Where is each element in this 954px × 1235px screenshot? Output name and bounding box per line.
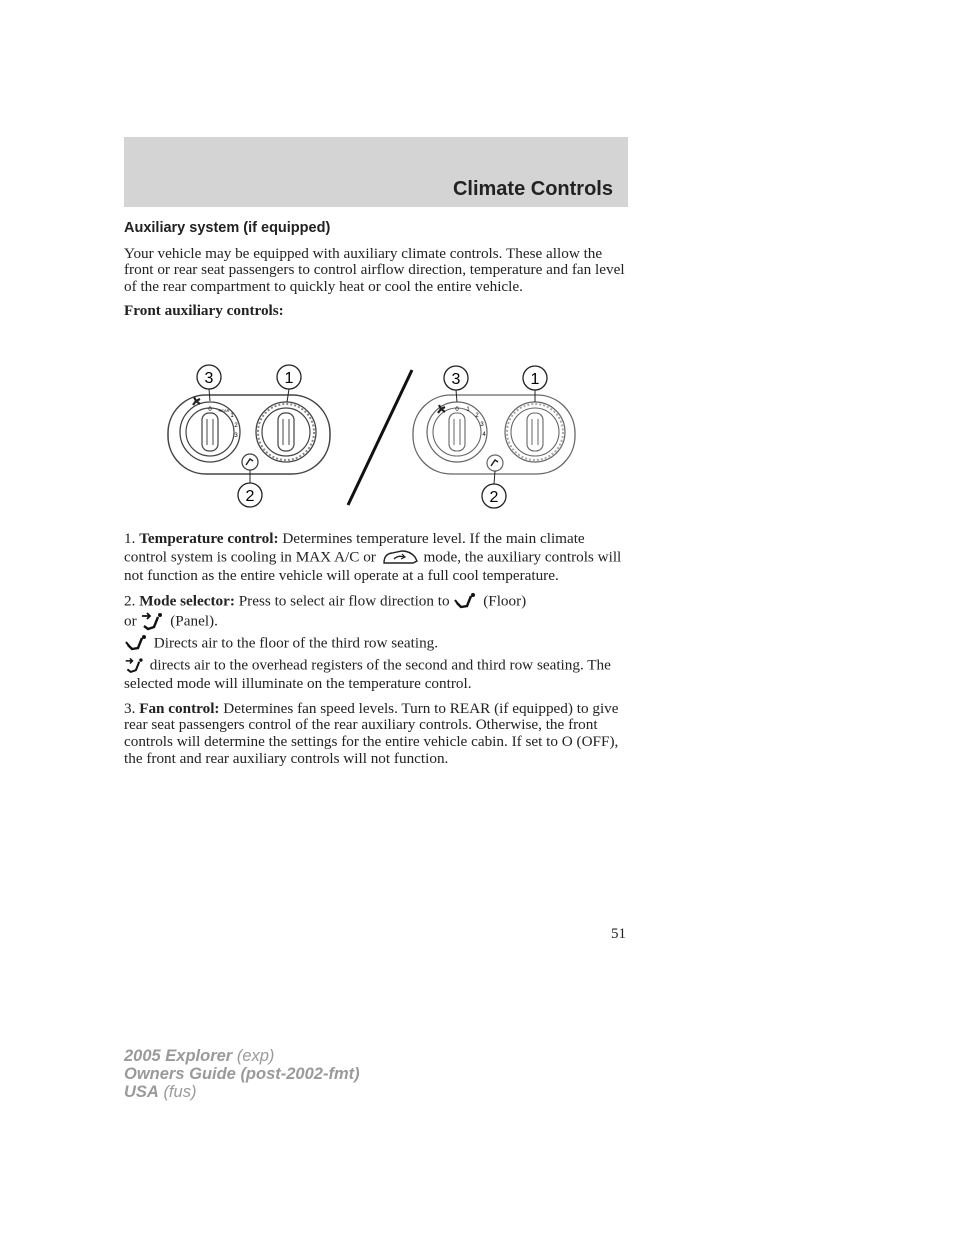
right-callout-2-text: 2 <box>489 489 499 506</box>
item-mode-panel-desc <box>124 656 628 693</box>
main-content <box>124 220 628 328</box>
item-mode-number: 2. <box>124 592 136 610</box>
page-number: 51 <box>611 926 626 942</box>
right-fan-label-3: 3 <box>480 422 484 428</box>
page-title: Climate Controls <box>452 178 613 200</box>
footer-line-2: Owners Guide (post-2002-fmt) <box>124 1065 360 1083</box>
right-fan-label-2: 2 <box>475 413 479 419</box>
left-callout-2 <box>238 470 262 507</box>
footer-model: 2005 Explorer <box>124 1047 233 1065</box>
footer <box>124 1047 360 1101</box>
right-callout-1-text: 1 <box>530 371 540 388</box>
left-temp-knob <box>256 402 316 462</box>
item-fan-label: Fan control: <box>139 699 220 717</box>
item-mode <box>124 592 628 632</box>
recirculation-icon <box>380 548 420 568</box>
item-temp-number: 1. <box>124 530 136 547</box>
item-mode-text-a: Press to select air flow direction to <box>238 592 450 610</box>
panel-mode-icon <box>124 656 146 676</box>
floor-mode-icon <box>124 634 150 654</box>
panel-mode-icon <box>140 612 166 632</box>
item-fan-number: 3. <box>124 699 136 717</box>
item-mode-text-b: (Floor) <box>483 592 527 610</box>
left-fan-knob <box>180 402 240 462</box>
right-mode-button <box>487 455 503 471</box>
footer-market-code: (fus) <box>163 1083 197 1101</box>
item-mode-label: Mode selector: <box>139 592 235 610</box>
section-heading: Auxiliary system (if equipped) <box>124 220 331 236</box>
controls-illustration <box>124 355 628 515</box>
item-temp-label: Temperature control: <box>139 530 279 547</box>
item-mode-floor-text: Directs air to the floor of the third row seating. <box>153 634 439 652</box>
left-callout-3-text: 3 <box>204 370 214 387</box>
left-fan-label-2: 2 <box>234 423 238 429</box>
left-callout-1-text: 1 <box>284 370 294 387</box>
item-temp-text-b: mode, the auxiliary controls will not function as the entire vehicle will operate at a full cool temperature. <box>124 548 622 584</box>
figure-separator <box>348 370 412 505</box>
item-mode-floor-desc <box>124 634 628 654</box>
item-mode-text-c: or <box>124 612 137 630</box>
footer-line-1 <box>124 1047 360 1065</box>
left-mode-button <box>242 454 258 470</box>
floor-mode-icon <box>453 592 479 612</box>
right-temp-knob <box>505 402 565 462</box>
left-fan-label-3: 3 <box>234 433 238 439</box>
left-control-panel <box>168 365 330 507</box>
item-mode-panel-text: directs air to the overhead registers of the second and third row seating. The selected mode will illuminate on the temperature control. <box>124 656 611 693</box>
item-temp-text-a: Determines temperature level. If the main climate control system is cooling in MAX A/C or <box>124 530 585 566</box>
controls-list <box>124 531 628 775</box>
right-fan-label-4: 4 <box>482 432 486 438</box>
left-fan-label-rear: REAR <box>218 408 230 413</box>
item-mode-text-d: (Panel). <box>170 612 218 630</box>
item-fan-text: Determines fan speed levels. Turn to REAR (if equipped) to give rear seat passengers control of the rear auxiliary controls. Otherwise, the front controls will determine the settings for the entire vehicle cabin. If set to O (OFF), the front and rear auxiliary controls will not function. <box>124 699 619 767</box>
footer-line-3 <box>124 1083 360 1101</box>
left-callout-2-text: 2 <box>245 488 255 505</box>
intro-paragraph: Your vehicle may be equipped with auxiliary climate controls. These allow the front or rear seat passengers to control airflow direction, temperature and fan level of the rear compartment to quickly heat or cool the entire vehicle. <box>124 244 625 295</box>
left-fan-label-0: 0 <box>208 407 212 413</box>
right-callout-2 <box>482 471 506 508</box>
item-temperature <box>124 531 628 584</box>
left-fan-label-1: 1 <box>230 413 234 419</box>
right-control-panel <box>413 366 575 508</box>
sub-heading: Front auxiliary controls: <box>124 302 284 320</box>
footer-model-code: (exp) <box>236 1047 275 1065</box>
right-fan-label-0: 0 <box>455 407 459 413</box>
right-fan-label-1: 1 <box>466 407 470 413</box>
item-fan <box>124 701 628 767</box>
header-band <box>124 137 628 207</box>
footer-market: USA <box>124 1083 159 1101</box>
right-fan-knob <box>427 402 487 462</box>
right-callout-3-text: 3 <box>451 371 461 388</box>
